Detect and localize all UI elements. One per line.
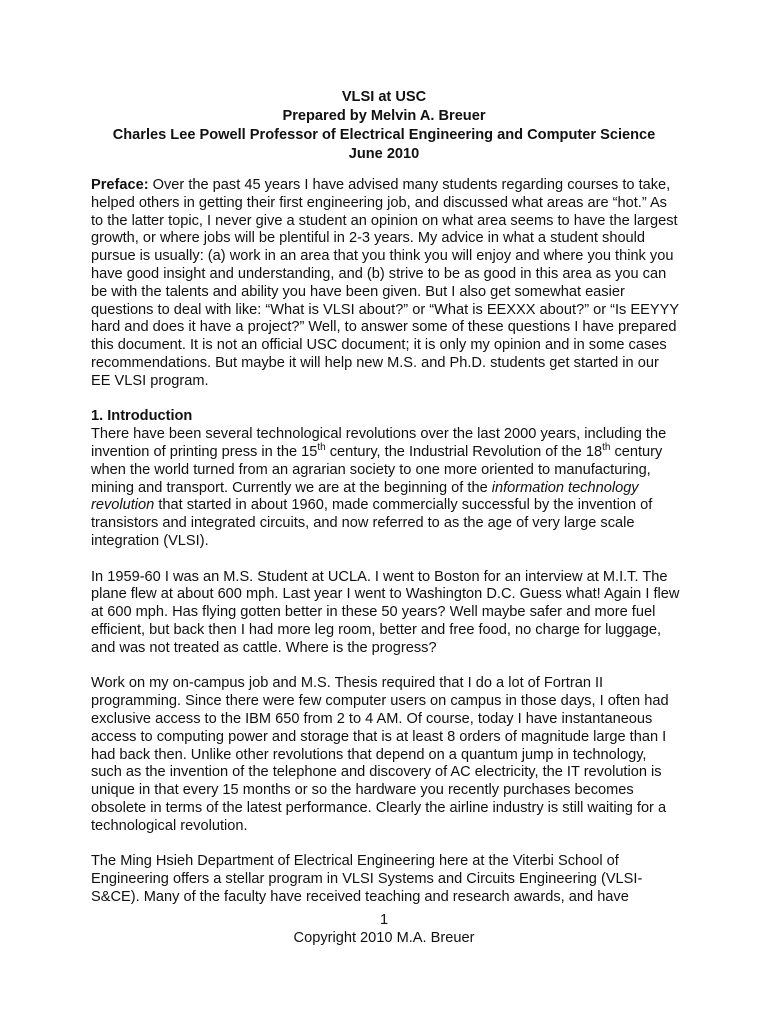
intro-p1-text-a: There have been several technological revolutions over the last 2000 years, including the invention of printing press in the 15 — [91, 426, 667, 460]
preface-text: Over the past 45 years I have advised many students regarding courses to take, helped others in getting their first engineering job, and discussed what areas are “hot.” As to the latter topic, I never give a student an opinion on what area seems to have the largest growth, or where jobs will be plentiful in 2-3 years. My advice in what a student should pursue is usually: (a) work in an area that you think you will enjoy and where you think you have good insight and understanding, and (b) strive to be as good in this area as you can be with the talents and ability you have been given. But I also get somewhat easier questions to deal with like: “What is VLSI about?” or “What is EEXXX about?” or “Is EEYYY hard and does it have a project?” Well, to answer some of these questions I have prepared this document. It is not an official USC document; it is only my opinion and in some cases recommendations. But maybe it will help new M.S. and Ph.D. students get started in our EE VLSI program. — [91, 177, 679, 389]
preface-label: Preface: — [91, 177, 149, 193]
intro-paragraph-3: Work on my on-campus job and M.S. Thesis required that I do a lot of Fortran II programming. Since there were few computer users on campus in those days, I often had exclusive access to the IBM 650 from 2 to 4 AM. Of course, today I have instantaneous access to computing power and storage that is at least 8 orders of magnitude large than I had back then. Unlike other revolutions that depend on a quantum jump in technology, such as the invention of the telephone and discovery of AC electricity, the IT revolution is unique in that every 15 months or so the hardware you recently purchases becomes obsolete in terms of the latest performance. Clearly the airline industry is still waiting for a technological revolution. — [91, 675, 669, 834]
page-number: 1 — [379, 912, 389, 928]
intro-p1-text-d: that started in about 1960, made commercially successful by the invention of transistors and integrated circuits, and now referred to as the age of very large scale integration (VLSI). — [91, 497, 653, 549]
document-title: VLSI at USC — [341, 89, 427, 105]
intro-paragraph-1 — [91, 426, 681, 551]
intro-p1-text-c: century when the world turned from an agrarian society to one more oriented to manufacturing, mining and transport. Currently we are at the beginning of the — [91, 443, 663, 496]
document-date: June 2010 — [348, 146, 420, 162]
author-position: Charles Lee Powell Professor of Electrical Engineering and Computer Science — [112, 127, 656, 143]
section-heading-introduction: 1. Introduction — [91, 408, 193, 425]
document-body — [91, 177, 681, 924]
intro-paragraph-4: The Ming Hsieh Department of Electrical Engineering here at the Viterbi School of Engineering offers a stellar program in VLSI Systems and Circuits Engineering (VLSI-S&CE). Many of the faculty have received teaching and research awards, and have — [91, 853, 643, 905]
preface-paragraph — [91, 177, 681, 391]
intro-p1-text-b: century, the Industrial Revolution of the 18 — [325, 443, 603, 460]
intro-p1-emphasis: information technology revolution — [91, 479, 639, 514]
document-header — [0, 88, 768, 164]
intro-paragraph-2: In 1959-60 I was an M.S. Student at UCLA. I went to Boston for an interview at M.I.T. The plane flew at about 600 mph. Last year I went to Washington D.C. Guess what! Again I flew at 600 mph. Has flying gotten better in these 50 years? Well maybe safer and more fuel efficient, but back then I had more leg room, better and free food, no charge for luggage, and was not treated as cattle. Where is the progress? — [91, 568, 680, 656]
superscript-th: th — [602, 442, 611, 454]
superscript-th: th — [317, 442, 326, 454]
copyright-line: Copyright 2010 M.A. Breuer — [293, 929, 475, 946]
author-line: Prepared by Melvin A. Breuer — [282, 108, 486, 124]
page-footer — [0, 912, 768, 946]
